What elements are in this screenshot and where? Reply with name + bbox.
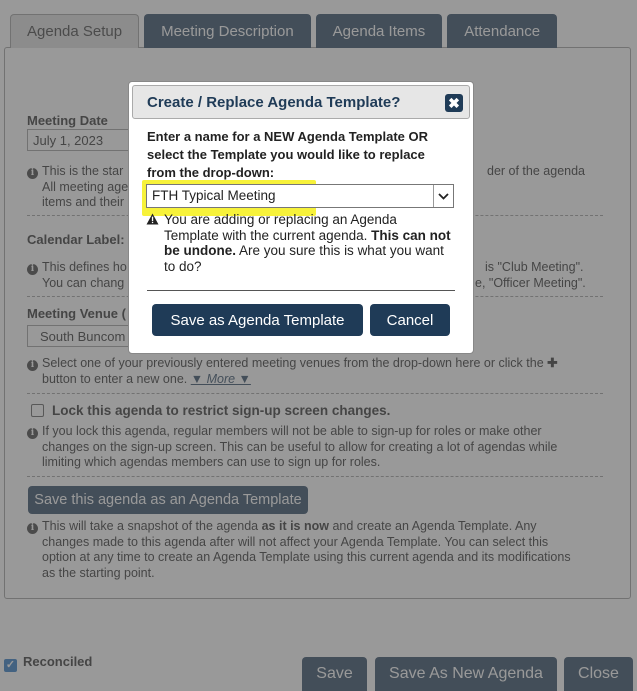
template-name-select[interactable] (146, 184, 454, 208)
chevron-down-icon[interactable] (433, 185, 453, 207)
close-icon[interactable]: ✖ (445, 94, 463, 112)
warning-icon (146, 213, 159, 230)
cancel-button[interactable]: Cancel (370, 304, 450, 336)
save-as-agenda-template-button[interactable]: Save as Agenda Template (152, 304, 363, 336)
dialog-divider (147, 290, 455, 291)
dialog-title-bar (132, 85, 470, 119)
create-template-dialog (128, 81, 474, 354)
dialog-warning: You are adding or replacing an Agenda Template with the current agenda. This can not be undone. Are you sure this is what you want to do? (146, 212, 452, 274)
dialog-prompt: Enter a name for a NEW Agenda Template OR select the Template you would like to replace from the drop-down: (147, 129, 428, 180)
template-name-value: FTH Typical Meeting (152, 188, 276, 203)
dialog-title: Create / Replace Agenda Template? (147, 93, 401, 111)
